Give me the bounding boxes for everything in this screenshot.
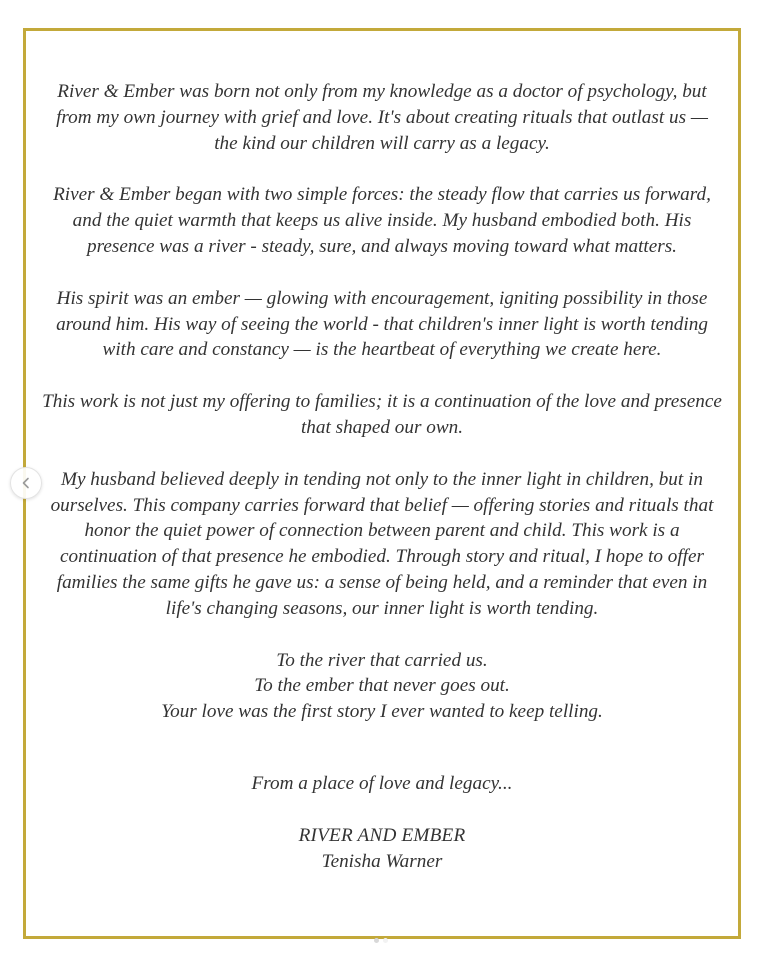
letter-paragraph-4: This work is not just my offering to families; it is a continuation of the love and presence that shaped our own.: [42, 391, 722, 438]
chevron-left-icon: [20, 477, 32, 489]
carousel-dot-active[interactable]: [383, 938, 388, 943]
letter-body: [26, 79, 738, 900]
dedication-line-2: To the ember that never goes out.: [254, 675, 510, 697]
signature: [42, 823, 722, 875]
dedication-line-1: To the river that carried us.: [276, 649, 488, 671]
carousel-indicator: [374, 938, 388, 943]
dedication: [42, 648, 722, 725]
carousel-dot[interactable]: [374, 938, 379, 943]
signature-brand: RIVER AND EMBER: [298, 824, 466, 846]
signature-author: Tenisha Warner: [321, 850, 443, 872]
letter-paragraph-1: River & Ember was born not only from my knowledge as a doctor of psychology, but from my own journey with grief and love. It's about creating rituals that outlast us — the kind our children will carry as a legacy.: [56, 81, 708, 154]
letter-paragraph-2: River & Ember began with two simple forces: the steady flow that carries us forward, and the quiet warmth that keeps us alive inside. My husband embodied both. His presence was a river - steady, sure, and always moving toward what matters.: [53, 184, 711, 257]
previous-slide-button[interactable]: [10, 467, 42, 499]
dedication-line-3: Your love was the first story I ever wanted to keep telling.: [161, 701, 603, 723]
letter-paragraph-3: His spirit was an ember — glowing with encouragement, igniting possibility in those around him. His way of seeing the world - that children's inner light is worth tending with care and constancy — is the heartbeat of everything we create here.: [56, 287, 708, 361]
letter-paragraph-5: My husband believed deeply in tending not only to the inner light in children, but in ourselves. This company carries forward that belief — offering stories and rituals that honor the quiet power of connection between parent and child. This work is a continuation of that presence he embodied. Through story and ritual, I hope to offer families the same gifts he gave us: a sense of being held, and a reminder that even in life's changing seasons, our inner light is worth tending.: [50, 468, 714, 619]
letter-frame: [23, 28, 741, 939]
farewell: From a place of love and legacy...: [251, 772, 513, 794]
